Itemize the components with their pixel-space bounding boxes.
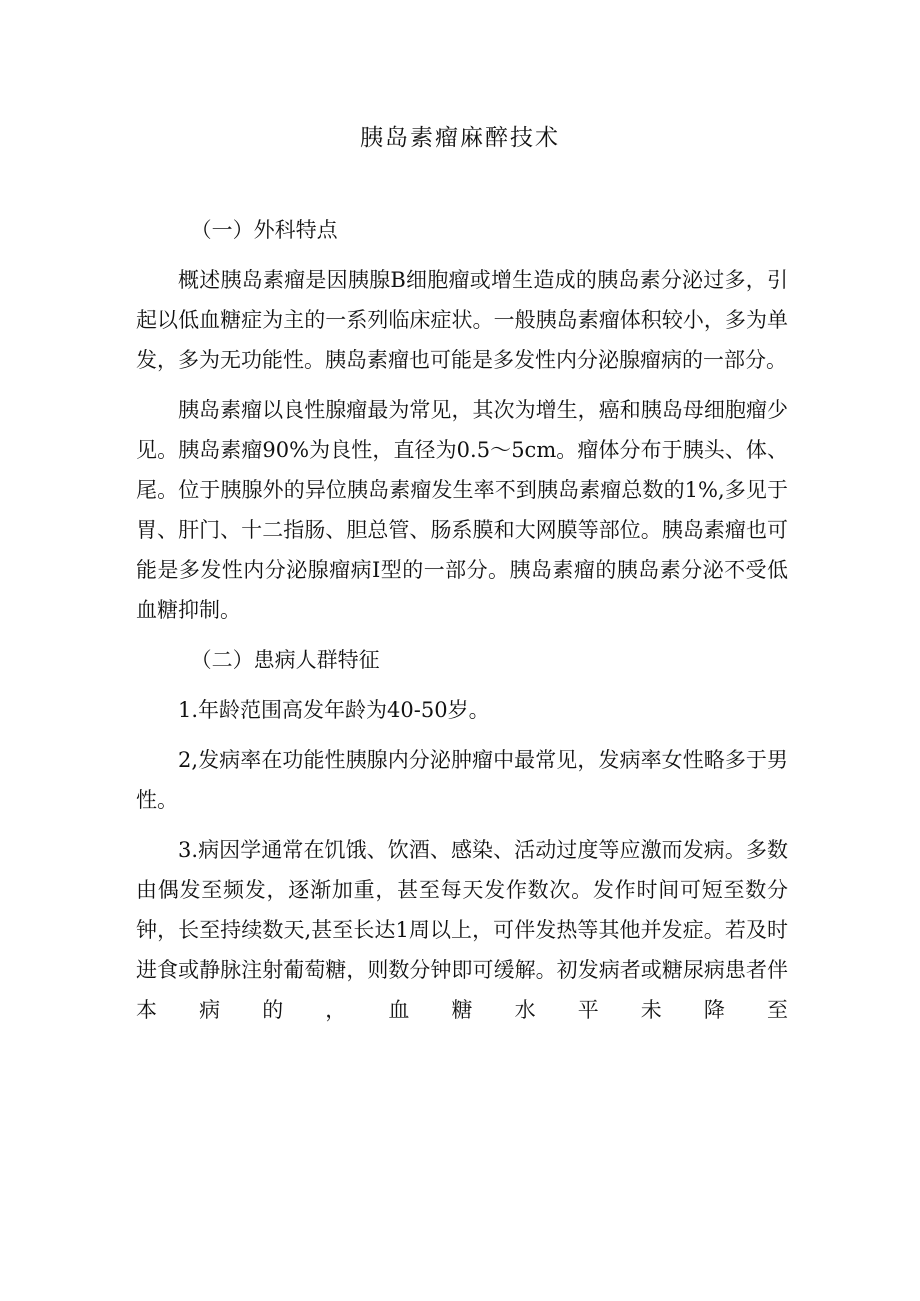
- paragraph-incidence: 2,发病率在功能性胰腺内分泌肿瘤中最常见，发病率女性略多于男性。: [136, 748, 788, 812]
- section-heading-surgical-features: （一）外科特点: [190, 218, 338, 242]
- paragraph-etiology: 3.病因学通常在饥饿、饮酒、感染、活动过度等应激而发病。多数由偶发至频发，逐渐加重，甚至每天发作数次。发作时间可短至数分钟，长至持续数天,甚至长达1周以上，可伴发热等其他并发症。若及时进食或静脉注射葡萄糖，则数分钟即可缓解。初发病者或糖尿病患者伴本病的，血糖水平未降至: [136, 838, 788, 1022]
- section-heading-patient-characteristics: （二）患病人群特征: [190, 648, 380, 672]
- document-body: [136, 210, 788, 1040]
- document-title: 胰岛素瘤麻醉技术: [360, 125, 560, 151]
- paragraph-pathology: 胰岛素瘤以良性腺瘤最为常见，其次为增生，癌和胰岛母细胞瘤少见。胰岛素瘤90%为良性，直径为0.5～5cm。瘤体分布于胰头、体、尾。位于胰腺外的异位胰岛素瘤发生率不到胰岛素瘤总数的1%,多见于胃、肝门、十二指肠、胆总管、肠系膜和大网膜等部位。胰岛素瘤也可能是多发性内分泌腺瘤病Ⅰ型的一部分。胰岛素瘤的胰岛素分泌不受低血糖抑制。: [136, 398, 788, 622]
- paragraph-age-range: 1.年龄范围高发年龄为40-50岁。: [178, 698, 490, 722]
- paragraph-overview: 概述胰岛素瘤是因胰腺B细胞瘤或增生造成的胰岛素分泌过多，引起以低血糖症为主的一系列临床症状。一般胰岛素瘤体积较小，多为单发，多为无功能性。胰岛素瘤也可能是多发性内分泌腺瘤病的一部分。: [136, 268, 788, 372]
